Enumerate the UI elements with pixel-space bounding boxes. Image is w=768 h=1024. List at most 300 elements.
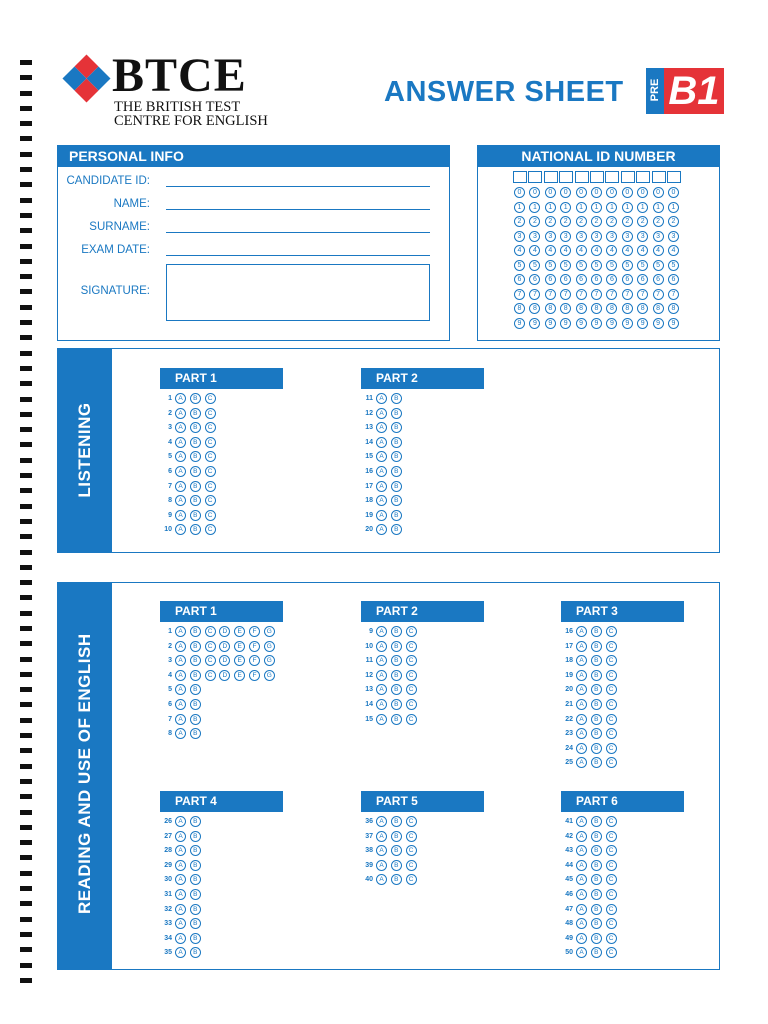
national-id-bubble[interactable]: 8 bbox=[576, 303, 587, 314]
answer-bubble[interactable]: B bbox=[190, 655, 201, 666]
national-id-bubble[interactable]: 9 bbox=[560, 318, 571, 329]
national-id-bubble[interactable]: 1 bbox=[576, 202, 587, 213]
national-id-bubble[interactable]: 9 bbox=[653, 318, 664, 329]
answer-bubble[interactable]: B bbox=[391, 524, 402, 535]
national-id-bubble[interactable]: 6 bbox=[606, 274, 617, 285]
national-id-bubble[interactable]: 2 bbox=[637, 216, 648, 227]
answer-bubble[interactable]: C bbox=[606, 670, 617, 681]
field-line-input[interactable] bbox=[166, 186, 430, 187]
answer-bubble[interactable]: C bbox=[606, 699, 617, 710]
national-id-bubble[interactable]: 3 bbox=[622, 231, 633, 242]
answer-bubble[interactable]: B bbox=[591, 860, 602, 871]
answer-bubble[interactable]: A bbox=[175, 728, 186, 739]
answer-bubble[interactable]: A bbox=[576, 918, 587, 929]
national-id-bubble[interactable]: 8 bbox=[560, 303, 571, 314]
answer-bubble[interactable]: A bbox=[376, 860, 387, 871]
answer-bubble[interactable]: C bbox=[606, 655, 617, 666]
answer-bubble[interactable]: B bbox=[190, 860, 201, 871]
national-id-box[interactable] bbox=[652, 171, 666, 183]
national-id-bubble[interactable]: 0 bbox=[606, 187, 617, 198]
national-id-bubble[interactable]: 4 bbox=[545, 245, 556, 256]
answer-bubble[interactable]: A bbox=[376, 495, 387, 506]
answer-bubble[interactable]: A bbox=[376, 874, 387, 885]
answer-bubble[interactable]: C bbox=[606, 757, 617, 768]
answer-bubble[interactable]: C bbox=[205, 626, 216, 637]
answer-bubble[interactable]: A bbox=[175, 874, 186, 885]
answer-bubble[interactable]: C bbox=[205, 481, 216, 492]
answer-bubble[interactable]: D bbox=[219, 626, 230, 637]
national-id-bubble[interactable]: 3 bbox=[606, 231, 617, 242]
national-id-bubble[interactable]: 5 bbox=[653, 260, 664, 271]
answer-bubble[interactable]: B bbox=[391, 641, 402, 652]
answer-bubble[interactable]: B bbox=[591, 655, 602, 666]
answer-bubble[interactable]: B bbox=[190, 641, 201, 652]
national-id-bubble[interactable]: 7 bbox=[514, 289, 525, 300]
answer-bubble[interactable]: A bbox=[175, 466, 186, 477]
national-id-bubble[interactable]: 0 bbox=[622, 187, 633, 198]
national-id-bubble[interactable]: 3 bbox=[560, 231, 571, 242]
answer-bubble[interactable]: B bbox=[190, 408, 201, 419]
answer-bubble[interactable]: C bbox=[406, 860, 417, 871]
answer-bubble[interactable]: B bbox=[190, 524, 201, 535]
national-id-bubble[interactable]: 5 bbox=[622, 260, 633, 271]
answer-bubble[interactable]: B bbox=[190, 831, 201, 842]
answer-bubble[interactable]: B bbox=[391, 481, 402, 492]
national-id-bubble[interactable]: 2 bbox=[591, 216, 602, 227]
answer-bubble[interactable]: B bbox=[391, 422, 402, 433]
national-id-bubble[interactable]: 0 bbox=[668, 187, 679, 198]
answer-bubble[interactable]: B bbox=[391, 495, 402, 506]
answer-bubble[interactable]: B bbox=[190, 451, 201, 462]
national-id-bubble[interactable]: 6 bbox=[514, 274, 525, 285]
answer-bubble[interactable]: A bbox=[175, 860, 186, 871]
answer-bubble[interactable]: F bbox=[249, 670, 260, 681]
answer-bubble[interactable]: B bbox=[190, 904, 201, 915]
answer-bubble[interactable]: B bbox=[190, 422, 201, 433]
answer-bubble[interactable]: B bbox=[591, 641, 602, 652]
answer-bubble[interactable]: C bbox=[606, 933, 617, 944]
national-id-bubble[interactable]: 3 bbox=[545, 231, 556, 242]
national-id-bubble[interactable]: 8 bbox=[637, 303, 648, 314]
answer-bubble[interactable]: A bbox=[175, 889, 186, 900]
answer-bubble[interactable]: A bbox=[576, 860, 587, 871]
answer-bubble[interactable]: C bbox=[606, 728, 617, 739]
answer-bubble[interactable]: B bbox=[391, 816, 402, 827]
answer-bubble[interactable]: C bbox=[205, 670, 216, 681]
national-id-bubble[interactable]: 3 bbox=[653, 231, 664, 242]
answer-bubble[interactable]: A bbox=[576, 757, 587, 768]
answer-bubble[interactable]: A bbox=[376, 816, 387, 827]
answer-bubble[interactable]: C bbox=[606, 816, 617, 827]
answer-bubble[interactable]: A bbox=[576, 699, 587, 710]
answer-bubble[interactable]: A bbox=[376, 510, 387, 521]
answer-bubble[interactable]: A bbox=[175, 524, 186, 535]
national-id-bubble[interactable]: 0 bbox=[529, 187, 540, 198]
national-id-bubble[interactable]: 8 bbox=[529, 303, 540, 314]
answer-bubble[interactable]: A bbox=[376, 684, 387, 695]
answer-bubble[interactable]: C bbox=[205, 422, 216, 433]
national-id-bubble[interactable]: 8 bbox=[545, 303, 556, 314]
national-id-bubble[interactable]: 0 bbox=[545, 187, 556, 198]
answer-bubble[interactable]: A bbox=[576, 641, 587, 652]
answer-bubble[interactable]: B bbox=[391, 831, 402, 842]
national-id-bubble[interactable]: 3 bbox=[576, 231, 587, 242]
national-id-bubble[interactable]: 6 bbox=[529, 274, 540, 285]
answer-bubble[interactable]: B bbox=[591, 918, 602, 929]
national-id-bubble[interactable]: 0 bbox=[591, 187, 602, 198]
answer-bubble[interactable]: C bbox=[205, 393, 216, 404]
answer-bubble[interactable]: C bbox=[205, 437, 216, 448]
answer-bubble[interactable]: F bbox=[249, 641, 260, 652]
national-id-bubble[interactable]: 6 bbox=[545, 274, 556, 285]
national-id-bubble[interactable]: 9 bbox=[622, 318, 633, 329]
answer-bubble[interactable]: A bbox=[175, 626, 186, 637]
answer-bubble[interactable]: B bbox=[391, 874, 402, 885]
answer-bubble[interactable]: A bbox=[576, 845, 587, 856]
national-id-bubble[interactable]: 1 bbox=[560, 202, 571, 213]
answer-bubble[interactable]: A bbox=[376, 641, 387, 652]
national-id-bubble[interactable]: 9 bbox=[529, 318, 540, 329]
answer-bubble[interactable]: B bbox=[190, 684, 201, 695]
national-id-bubble[interactable]: 8 bbox=[591, 303, 602, 314]
answer-bubble[interactable]: D bbox=[219, 655, 230, 666]
national-id-bubble[interactable]: 8 bbox=[514, 303, 525, 314]
answer-bubble[interactable]: B bbox=[391, 408, 402, 419]
national-id-bubble[interactable]: 7 bbox=[668, 289, 679, 300]
answer-bubble[interactable]: B bbox=[591, 933, 602, 944]
national-id-bubble[interactable]: 7 bbox=[560, 289, 571, 300]
national-id-bubble[interactable]: 9 bbox=[668, 318, 679, 329]
answer-bubble[interactable]: E bbox=[234, 626, 245, 637]
answer-bubble[interactable]: B bbox=[391, 670, 402, 681]
national-id-bubble[interactable]: 5 bbox=[637, 260, 648, 271]
answer-bubble[interactable]: A bbox=[376, 437, 387, 448]
answer-bubble[interactable]: A bbox=[175, 670, 186, 681]
national-id-bubble[interactable]: 9 bbox=[514, 318, 525, 329]
answer-bubble[interactable]: C bbox=[205, 655, 216, 666]
answer-bubble[interactable]: A bbox=[175, 699, 186, 710]
answer-bubble[interactable]: A bbox=[376, 524, 387, 535]
national-id-bubble[interactable]: 9 bbox=[545, 318, 556, 329]
national-id-bubble[interactable]: 7 bbox=[637, 289, 648, 300]
answer-bubble[interactable]: C bbox=[606, 714, 617, 725]
national-id-bubble[interactable]: 5 bbox=[591, 260, 602, 271]
national-id-bubble[interactable]: 7 bbox=[591, 289, 602, 300]
answer-bubble[interactable]: B bbox=[391, 393, 402, 404]
answer-bubble[interactable]: B bbox=[591, 670, 602, 681]
answer-bubble[interactable]: B bbox=[391, 466, 402, 477]
national-id-box[interactable] bbox=[513, 171, 527, 183]
answer-bubble[interactable]: A bbox=[576, 626, 587, 637]
national-id-bubble[interactable]: 5 bbox=[560, 260, 571, 271]
answer-bubble[interactable]: A bbox=[175, 918, 186, 929]
answer-bubble[interactable]: B bbox=[391, 699, 402, 710]
national-id-bubble[interactable]: 3 bbox=[591, 231, 602, 242]
answer-bubble[interactable]: C bbox=[205, 451, 216, 462]
national-id-bubble[interactable]: 7 bbox=[545, 289, 556, 300]
national-id-bubble[interactable]: 1 bbox=[668, 202, 679, 213]
answer-bubble[interactable]: B bbox=[391, 845, 402, 856]
answer-bubble[interactable]: B bbox=[190, 845, 201, 856]
national-id-bubble[interactable]: 2 bbox=[560, 216, 571, 227]
answer-bubble[interactable]: A bbox=[376, 714, 387, 725]
answer-bubble[interactable]: A bbox=[175, 422, 186, 433]
national-id-bubble[interactable]: 9 bbox=[606, 318, 617, 329]
national-id-bubble[interactable]: 6 bbox=[560, 274, 571, 285]
national-id-bubble[interactable]: 1 bbox=[606, 202, 617, 213]
answer-bubble[interactable]: C bbox=[606, 831, 617, 842]
answer-bubble[interactable]: A bbox=[175, 933, 186, 944]
answer-bubble[interactable]: E bbox=[234, 655, 245, 666]
answer-bubble[interactable]: B bbox=[591, 874, 602, 885]
national-id-bubble[interactable]: 1 bbox=[545, 202, 556, 213]
national-id-bubble[interactable]: 4 bbox=[560, 245, 571, 256]
national-id-bubble[interactable]: 8 bbox=[668, 303, 679, 314]
answer-bubble[interactable]: A bbox=[576, 743, 587, 754]
answer-bubble[interactable]: B bbox=[190, 466, 201, 477]
answer-bubble[interactable]: A bbox=[376, 422, 387, 433]
answer-bubble[interactable]: B bbox=[190, 933, 201, 944]
national-id-bubble[interactable]: 0 bbox=[576, 187, 587, 198]
answer-bubble[interactable]: A bbox=[576, 670, 587, 681]
answer-bubble[interactable]: A bbox=[175, 831, 186, 842]
answer-bubble[interactable]: A bbox=[175, 845, 186, 856]
answer-bubble[interactable]: A bbox=[576, 714, 587, 725]
national-id-bubble[interactable]: 7 bbox=[653, 289, 664, 300]
signature-box[interactable] bbox=[166, 264, 430, 321]
answer-bubble[interactable]: A bbox=[175, 714, 186, 725]
national-id-bubble[interactable]: 0 bbox=[637, 187, 648, 198]
answer-bubble[interactable]: B bbox=[391, 437, 402, 448]
national-id-box[interactable] bbox=[621, 171, 635, 183]
national-id-bubble[interactable]: 3 bbox=[637, 231, 648, 242]
answer-bubble[interactable]: C bbox=[406, 831, 417, 842]
answer-bubble[interactable]: G bbox=[264, 670, 275, 681]
national-id-bubble[interactable]: 8 bbox=[653, 303, 664, 314]
national-id-bubble[interactable]: 1 bbox=[637, 202, 648, 213]
answer-bubble[interactable]: A bbox=[576, 889, 587, 900]
national-id-bubble[interactable]: 0 bbox=[653, 187, 664, 198]
answer-bubble[interactable]: A bbox=[175, 947, 186, 958]
answer-bubble[interactable]: C bbox=[205, 466, 216, 477]
national-id-bubble[interactable]: 2 bbox=[545, 216, 556, 227]
national-id-bubble[interactable]: 4 bbox=[637, 245, 648, 256]
answer-bubble[interactable]: C bbox=[606, 889, 617, 900]
answer-bubble[interactable]: B bbox=[391, 684, 402, 695]
national-id-bubble[interactable]: 2 bbox=[668, 216, 679, 227]
national-id-bubble[interactable]: 4 bbox=[514, 245, 525, 256]
answer-bubble[interactable]: B bbox=[190, 495, 201, 506]
answer-bubble[interactable]: C bbox=[205, 510, 216, 521]
national-id-bubble[interactable]: 4 bbox=[668, 245, 679, 256]
national-id-bubble[interactable]: 3 bbox=[529, 231, 540, 242]
answer-bubble[interactable]: A bbox=[175, 510, 186, 521]
answer-bubble[interactable]: A bbox=[376, 408, 387, 419]
answer-bubble[interactable]: G bbox=[264, 655, 275, 666]
national-id-bubble[interactable]: 8 bbox=[606, 303, 617, 314]
answer-bubble[interactable]: B bbox=[391, 860, 402, 871]
answer-bubble[interactable]: C bbox=[406, 714, 417, 725]
answer-bubble[interactable]: C bbox=[606, 641, 617, 652]
answer-bubble[interactable]: C bbox=[406, 816, 417, 827]
national-id-bubble[interactable]: 3 bbox=[514, 231, 525, 242]
national-id-bubble[interactable]: 4 bbox=[653, 245, 664, 256]
answer-bubble[interactable]: B bbox=[190, 889, 201, 900]
national-id-bubble[interactable]: 9 bbox=[591, 318, 602, 329]
answer-bubble[interactable]: C bbox=[606, 904, 617, 915]
answer-bubble[interactable]: E bbox=[234, 641, 245, 652]
answer-bubble[interactable]: C bbox=[606, 845, 617, 856]
national-id-box[interactable] bbox=[544, 171, 558, 183]
answer-bubble[interactable]: G bbox=[264, 641, 275, 652]
national-id-box[interactable] bbox=[575, 171, 589, 183]
national-id-bubble[interactable]: 1 bbox=[653, 202, 664, 213]
answer-bubble[interactable]: B bbox=[190, 714, 201, 725]
answer-bubble[interactable]: A bbox=[576, 874, 587, 885]
national-id-bubble[interactable]: 1 bbox=[591, 202, 602, 213]
answer-bubble[interactable]: D bbox=[219, 641, 230, 652]
answer-bubble[interactable]: C bbox=[205, 641, 216, 652]
national-id-bubble[interactable]: 6 bbox=[653, 274, 664, 285]
answer-bubble[interactable]: A bbox=[175, 641, 186, 652]
answer-bubble[interactable]: A bbox=[576, 684, 587, 695]
answer-bubble[interactable]: B bbox=[190, 481, 201, 492]
answer-bubble[interactable]: F bbox=[249, 626, 260, 637]
national-id-bubble[interactable]: 2 bbox=[529, 216, 540, 227]
answer-bubble[interactable]: B bbox=[591, 845, 602, 856]
field-line-input[interactable] bbox=[166, 232, 430, 233]
national-id-bubble[interactable]: 7 bbox=[529, 289, 540, 300]
answer-bubble[interactable]: C bbox=[406, 626, 417, 637]
answer-bubble[interactable]: A bbox=[376, 699, 387, 710]
answer-bubble[interactable]: D bbox=[219, 670, 230, 681]
answer-bubble[interactable]: B bbox=[391, 510, 402, 521]
answer-bubble[interactable]: C bbox=[606, 860, 617, 871]
national-id-bubble[interactable]: 5 bbox=[606, 260, 617, 271]
answer-bubble[interactable]: C bbox=[406, 845, 417, 856]
answer-bubble[interactable]: C bbox=[606, 626, 617, 637]
national-id-bubble[interactable]: 2 bbox=[622, 216, 633, 227]
answer-bubble[interactable]: B bbox=[391, 451, 402, 462]
national-id-bubble[interactable]: 9 bbox=[637, 318, 648, 329]
answer-bubble[interactable]: B bbox=[591, 626, 602, 637]
answer-bubble[interactable]: A bbox=[376, 845, 387, 856]
answer-bubble[interactable]: B bbox=[190, 816, 201, 827]
national-id-bubble[interactable]: 7 bbox=[576, 289, 587, 300]
national-id-bubble[interactable]: 1 bbox=[529, 202, 540, 213]
answer-bubble[interactable]: A bbox=[376, 481, 387, 492]
answer-bubble[interactable]: C bbox=[406, 699, 417, 710]
national-id-bubble[interactable]: 6 bbox=[622, 274, 633, 285]
answer-bubble[interactable]: B bbox=[591, 947, 602, 958]
answer-bubble[interactable]: B bbox=[591, 816, 602, 827]
answer-bubble[interactable]: B bbox=[591, 684, 602, 695]
national-id-bubble[interactable]: 6 bbox=[591, 274, 602, 285]
answer-bubble[interactable]: B bbox=[591, 889, 602, 900]
national-id-bubble[interactable]: 4 bbox=[606, 245, 617, 256]
answer-bubble[interactable]: B bbox=[190, 728, 201, 739]
answer-bubble[interactable]: A bbox=[576, 831, 587, 842]
national-id-bubble[interactable]: 6 bbox=[637, 274, 648, 285]
answer-bubble[interactable]: A bbox=[576, 947, 587, 958]
national-id-box[interactable] bbox=[590, 171, 604, 183]
answer-bubble[interactable]: A bbox=[175, 481, 186, 492]
answer-bubble[interactable]: A bbox=[175, 393, 186, 404]
answer-bubble[interactable]: B bbox=[591, 728, 602, 739]
national-id-box[interactable] bbox=[667, 171, 681, 183]
national-id-bubble[interactable]: 6 bbox=[576, 274, 587, 285]
answer-bubble[interactable]: B bbox=[591, 743, 602, 754]
answer-bubble[interactable]: A bbox=[175, 451, 186, 462]
answer-bubble[interactable]: A bbox=[576, 933, 587, 944]
answer-bubble[interactable]: G bbox=[264, 626, 275, 637]
national-id-bubble[interactable]: 0 bbox=[514, 187, 525, 198]
national-id-bubble[interactable]: 5 bbox=[514, 260, 525, 271]
answer-bubble[interactable]: A bbox=[376, 655, 387, 666]
national-id-bubble[interactable]: 2 bbox=[514, 216, 525, 227]
answer-bubble[interactable]: B bbox=[591, 904, 602, 915]
answer-bubble[interactable]: B bbox=[391, 714, 402, 725]
national-id-bubble[interactable]: 5 bbox=[545, 260, 556, 271]
national-id-bubble[interactable]: 2 bbox=[606, 216, 617, 227]
answer-bubble[interactable]: A bbox=[175, 684, 186, 695]
answer-bubble[interactable]: B bbox=[190, 626, 201, 637]
answer-bubble[interactable]: B bbox=[190, 670, 201, 681]
field-line-input[interactable] bbox=[166, 255, 430, 256]
answer-bubble[interactable]: A bbox=[576, 904, 587, 915]
answer-bubble[interactable]: A bbox=[376, 670, 387, 681]
national-id-box[interactable] bbox=[559, 171, 573, 183]
national-id-bubble[interactable]: 2 bbox=[576, 216, 587, 227]
answer-bubble[interactable]: B bbox=[591, 714, 602, 725]
answer-bubble[interactable]: A bbox=[376, 831, 387, 842]
national-id-bubble[interactable]: 9 bbox=[576, 318, 587, 329]
answer-bubble[interactable]: B bbox=[591, 699, 602, 710]
answer-bubble[interactable]: C bbox=[406, 641, 417, 652]
answer-bubble[interactable]: A bbox=[376, 466, 387, 477]
answer-bubble[interactable]: C bbox=[406, 670, 417, 681]
national-id-bubble[interactable]: 3 bbox=[668, 231, 679, 242]
answer-bubble[interactable]: A bbox=[576, 728, 587, 739]
answer-bubble[interactable]: A bbox=[376, 626, 387, 637]
answer-bubble[interactable]: C bbox=[205, 524, 216, 535]
answer-bubble[interactable]: A bbox=[175, 904, 186, 915]
answer-bubble[interactable]: B bbox=[190, 393, 201, 404]
answer-bubble[interactable]: C bbox=[606, 918, 617, 929]
answer-bubble[interactable]: C bbox=[606, 743, 617, 754]
answer-bubble[interactable]: A bbox=[576, 816, 587, 827]
answer-bubble[interactable]: A bbox=[175, 437, 186, 448]
national-id-box[interactable] bbox=[605, 171, 619, 183]
answer-bubble[interactable]: B bbox=[190, 510, 201, 521]
answer-bubble[interactable]: B bbox=[190, 947, 201, 958]
answer-bubble[interactable]: C bbox=[205, 408, 216, 419]
national-id-bubble[interactable]: 0 bbox=[560, 187, 571, 198]
national-id-bubble[interactable]: 6 bbox=[668, 274, 679, 285]
answer-bubble[interactable]: B bbox=[190, 918, 201, 929]
answer-bubble[interactable]: B bbox=[391, 655, 402, 666]
national-id-bubble[interactable]: 8 bbox=[622, 303, 633, 314]
national-id-bubble[interactable]: 4 bbox=[622, 245, 633, 256]
answer-bubble[interactable]: A bbox=[175, 408, 186, 419]
answer-bubble[interactable]: E bbox=[234, 670, 245, 681]
answer-bubble[interactable]: A bbox=[175, 655, 186, 666]
answer-bubble[interactable]: A bbox=[376, 451, 387, 462]
national-id-bubble[interactable]: 4 bbox=[529, 245, 540, 256]
answer-bubble[interactable]: B bbox=[190, 874, 201, 885]
answer-bubble[interactable]: B bbox=[190, 699, 201, 710]
national-id-bubble[interactable]: 4 bbox=[591, 245, 602, 256]
